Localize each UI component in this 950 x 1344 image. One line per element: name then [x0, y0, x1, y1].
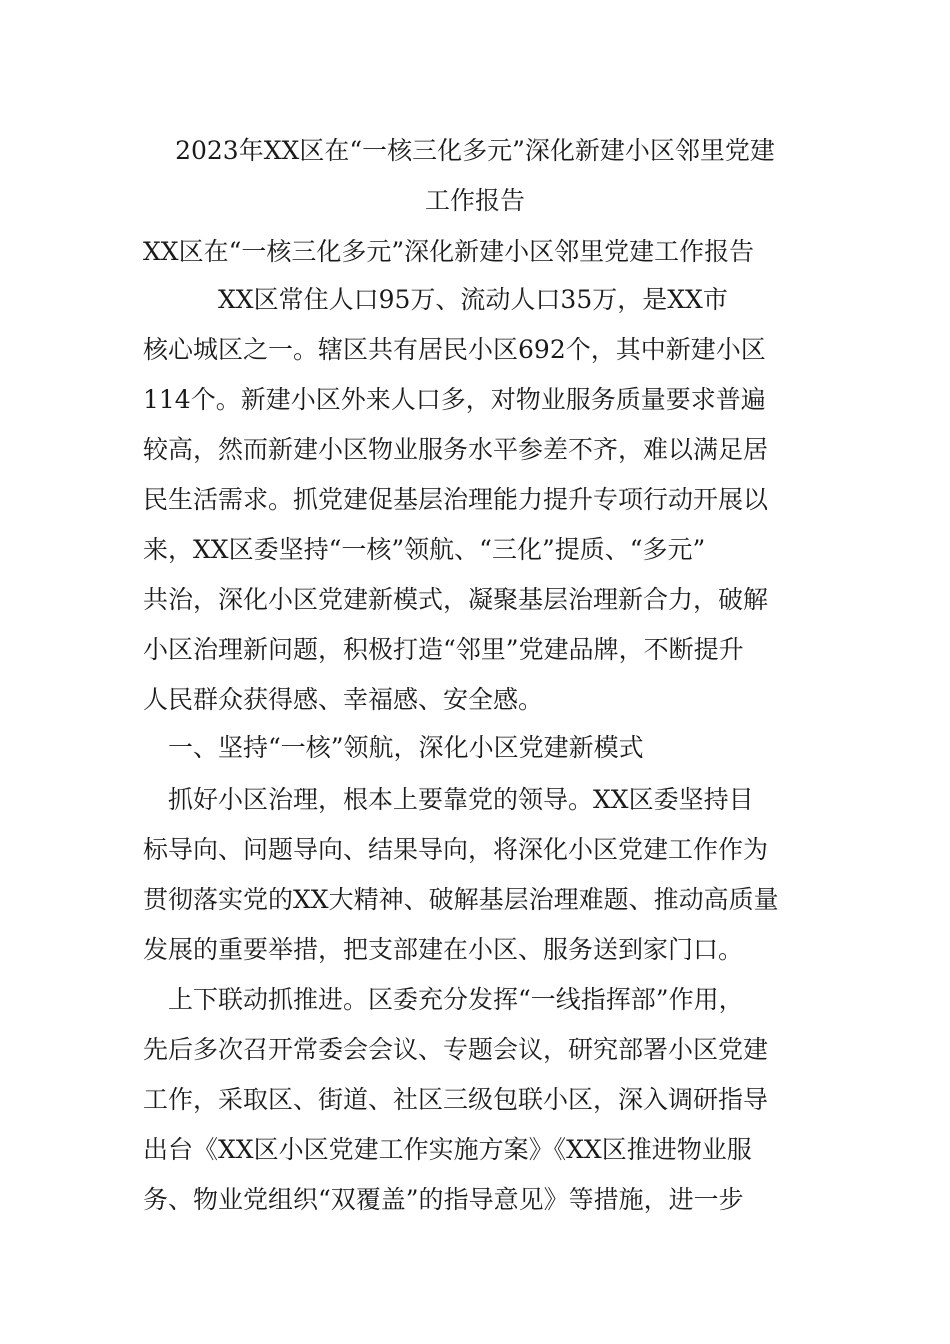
paragraph-line: 工作，采取区、街道、社区三级包联小区，深入调研指导	[143, 1085, 769, 1114]
paragraph-party-leadership	[143, 775, 813, 975]
paragraph-line: 共治，深化小区党建新模式，凝聚基层治理新合力，破解	[143, 585, 769, 614]
paragraph-line: 贯彻落实党的XX大精神、破解基层治理难题、推动高质量	[143, 885, 779, 914]
paragraph-line: 出台《XX区小区党建工作实施方案》《XX区推进物业服	[143, 1135, 752, 1164]
paragraph-intro	[143, 275, 813, 725]
paragraph-line: 先后多次召开常委会会议、专题会议，研究部署小区党建	[143, 1035, 769, 1064]
paragraph-line: 上下联动抓推进。区委充分发挥“一线指挥部”作用，	[143, 985, 744, 1014]
paragraph-line: 人民群众获得感、幸福感、安全感。	[143, 685, 544, 714]
document-subtitle: XX区在“一核三化多元”深化新建小区邻里党建工作报告	[143, 237, 755, 266]
document-title-line-1: 2023年XX区在“一核三化多元”深化新建小区邻里党建	[175, 136, 775, 165]
paragraph-line: 务、物业党组织“双覆盖”的指导意见》等措施，进一步	[143, 1185, 744, 1214]
paragraph-line: XX区常住人口95万、流动人口35万，是XX市	[143, 285, 728, 314]
paragraph-line: 较高，然而新建小区物业服务水平参差不齐，难以满足居	[143, 435, 769, 464]
paragraph-line: 来，XX区委坚持“一核”领航、“三化”提质、“多元”	[143, 535, 706, 564]
paragraph-line: 114个。新建小区外来人口多，对物业服务质量要求普遍	[143, 385, 766, 414]
paragraph-line: 小区治理新问题，积极打造“邻里”党建品牌，不断提升	[143, 635, 744, 664]
paragraph-line: 民生活需求。抓党建促基层治理能力提升专项行动开展以	[143, 485, 769, 514]
section-heading-1: 一、坚持“一核”领航，深化小区党建新模式	[143, 733, 644, 762]
paragraph-line: 抓好小区治理，根本上要靠党的领导。XX区委坚持目	[143, 785, 754, 814]
paragraph-line: 核心城区之一。辖区共有居民小区692个，其中新建小区	[143, 335, 766, 364]
paragraph-linkage	[143, 975, 813, 1225]
paragraph-line: 发展的重要举措，把支部建在小区、服务送到家门口。	[143, 935, 744, 964]
paragraph-line: 标导向、问题导向、结果导向，将深化小区党建工作作为	[143, 835, 769, 864]
document-title-line-2: 工作报告	[424, 186, 525, 215]
